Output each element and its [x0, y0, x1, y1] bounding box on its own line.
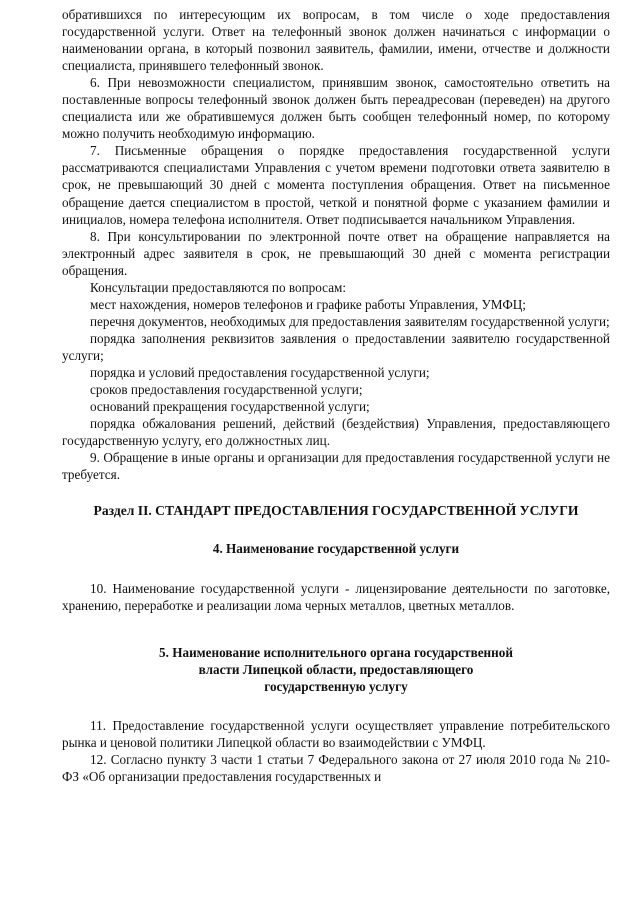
consultation-item-appeal: порядка обжалования решений, действий (бездействия) Управления, предоставляющего государственную услугу, его должностных лиц.	[62, 416, 610, 449]
consultation-item-grounds: оснований прекращения государственной услуги;	[90, 399, 370, 415]
consultation-item-documents: перечня документов, необходимых для предоставления заявителям государственной услуги;	[90, 313, 610, 329]
paragraph-9: 9. Обращение в иные органы и организации для предоставления государственной услуги не требуется.	[62, 450, 610, 483]
heading-5-line-1: 5. Наименование исполнительного органа государственной	[159, 644, 513, 660]
heading-4: 4. Наименование государственной услуги	[212, 541, 460, 557]
paragraph-continuation: обратившихся по интересующим их вопросам, в том числе о ходе предоставления государственной услуги. Ответ на телефонный звонок должен начинаться с информации о наименовании органа, в который позвонил заявитель, фамилии, имени, отчестве и должности специалиста, принявшего телефонный звонок.	[62, 7, 610, 74]
heading-5-line-2: власти Липецкой области, предоставляющего	[198, 661, 474, 677]
heading-5	[62, 644, 610, 695]
paragraph-8: 8. При консультировании по электронной почте ответ на обращение направляется на электронный адрес заявителя в срок, не превышающий 30 дней с момента регистрации обращения.	[62, 228, 610, 278]
section-title: Раздел II. СТАНДАРТ ПРЕДОСТАВЛЕНИЯ ГОСУДАРСТВЕННОЙ УСЛУГИ	[93, 503, 579, 519]
consultation-item-requisites: порядка заполнения реквизитов заявления о предоставлении заявителю государственной услуги;	[62, 330, 610, 363]
consultation-item-terms: сроков предоставления государственной услуги;	[90, 382, 363, 398]
paragraph-11: 11. Предоставление государственной услуги осуществляет управление потребительского рынка и ценовой политики Липецкой области во взаимодействии с УМФЦ.	[62, 717, 610, 750]
paragraph-10: 10. Наименование государственной услуги - лицензирование деятельности по заготовке, хранению, переработке и реализации лома черных металлов, цветных металлов.	[62, 581, 610, 614]
paragraph-12: 12. Согласно пункту 3 части 1 статьи 7 Федерального закона от 27 июля 2010 года № 210-ФЗ «Об организации предоставления государственных и	[62, 751, 610, 784]
paragraph-6: 6. При невозможности специалистом, принявшим звонок, самостоятельно ответить на поставленные вопросы телефонный звонок должен быть переадресован (переведен) на другого специалиста или же обратившемуся должен быть сообщен телефонный номер, по которому можно получить необходимую информацию.	[62, 75, 610, 142]
heading-5-line-3: государственную услугу	[264, 678, 408, 694]
paragraph-7: 7. Письменные обращения о порядке предоставления государственной услуги рассматриваются специалистами Управления с учетом времени подготовки ответа заявителю в срок, не превышающий 30 дней с момента поступления обращения. Ответ на письменное обращение дается специалистом в простой, четкой и понятной форме с указанием фамилии и инициалов, номера телефона исполнителя. Ответ подписывается начальником Управления.	[62, 143, 610, 227]
consultation-item-conditions: порядка и условий предоставления государственной услуги;	[90, 364, 430, 380]
consultation-item-locations: мест нахождения, номеров телефонов и графике работы Управления, УМФЦ;	[90, 296, 526, 312]
consultation-intro: Консультации предоставляются по вопросам:	[90, 279, 347, 295]
document-page	[62, 6, 610, 785]
